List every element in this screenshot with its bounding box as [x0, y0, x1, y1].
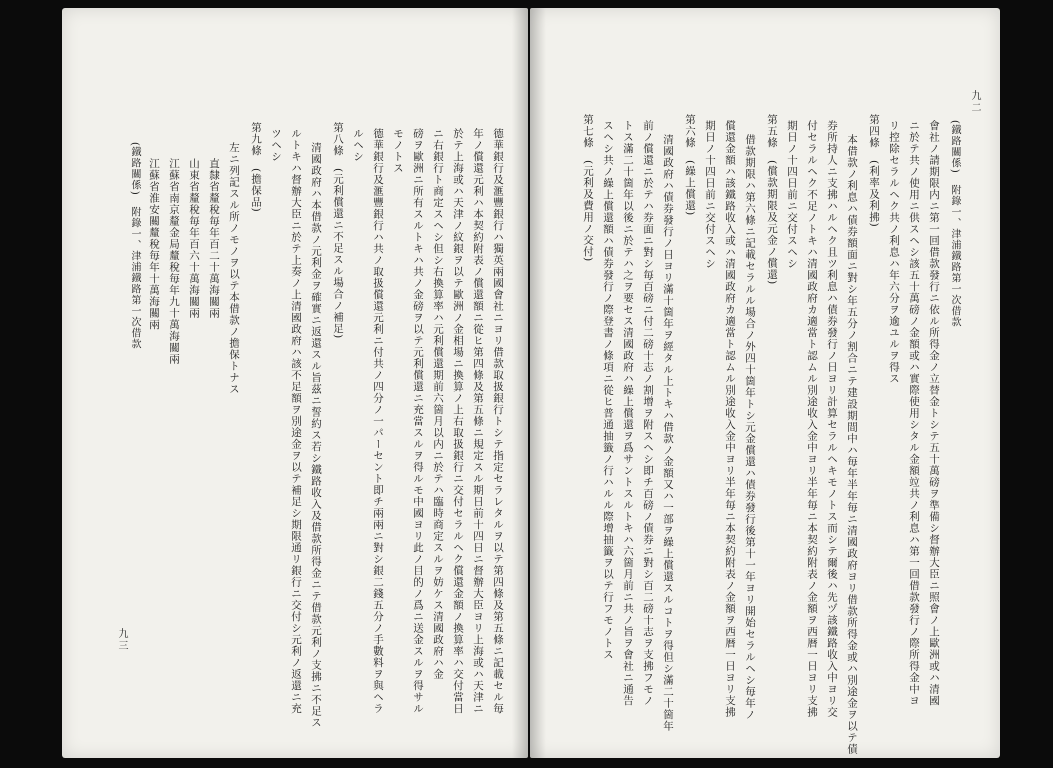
article-heading: 第六條 (繰上償還)	[684, 114, 696, 217]
text-line: 本借款ノ利息ハ債券額面ニ對シ年五分ノ割合ニテ建設期間中ハ毎年半年毎ニ清國政府ヨリ借款所得金或ハ別途金ヲ以テ債	[846, 134, 858, 755]
text-line: 償還金額ハ該鐵路收入或ハ清國政府カ適當ト認ムル別途收入金中ヨリ半年毎ニ本契約附表ノ金額ヲ西暦一日ヨリ支拂	[724, 120, 736, 718]
text-line: モノトス	[392, 128, 404, 174]
text-line: トス滿二十箇年以後ニ於テハ之ヲ要セス清國政府ハ繰上償還ヲ爲サントスルトキハ六箇月前ニ共ノ旨ヲ會社ニ通告	[622, 120, 634, 707]
list-item: 直隸省釐稅毎年百二十萬海關兩	[208, 158, 220, 319]
text-line: 年ノ償還元利ハ本契約附表ノ償還額ニ從ヒ第四條及第五條ニ規定スル期日前十四日ニ督辦大臣ヨリ上海或ハ天津ニ	[472, 128, 484, 715]
text-line: 付セラルヘク不足ノトキハ清國政府カ適當ト認ムル別途收入金中ヨリ半年毎ニ本契約附表ノ金額ヲ西暦一日ヨリ支拂	[806, 120, 818, 718]
running-footer: (鐵路關係) 附錄一、津浦鐵路第一次借款	[129, 142, 140, 350]
article-heading: 第七條 (元利及費用ノ交付)	[582, 114, 594, 263]
text-line: 期日ノ十四日前ニ交付スヘシ	[786, 120, 798, 270]
list-item: 江蘇省淮安關釐稅毎年十萬海關兩	[148, 158, 160, 331]
text-line: 清國政府ハ本借款ノ元利金ヲ確實ニ返還スル旨茲ニ誓約ス若シ鐵路收入及借款所得金ニテ借款元利ノ支拂ニ不足ス	[310, 142, 322, 729]
text-line: 德華銀行及滙豐銀行ハ獨英兩國會社ニヨリ借款取扱銀行トシテ指定セラレタルヲ以テ第四條及第五條ニ記載セル毎	[492, 128, 504, 715]
right-page-text	[544, 8, 962, 758]
text-line: 左ニ列記スル所ノモノヲ以テ本借款ノ擔保トナス	[228, 142, 240, 395]
text-line: ルトキハ督辦大臣ニ於テ上奏ノ上清國政府ハ該不足額ヲ別途金ヲ以テ補足シ期限通リ銀行ニ交付シ元利ノ返還ニ充	[290, 128, 302, 715]
left-page-text	[86, 8, 506, 758]
text-line: 券所持人ニ支拂ハルヘク且ツ利息ハ債券發行ノ日ヨリ計算セラルヘキモノトス而シテ爾後ハ先ヅ該鐵路收入中ヨリ交	[826, 120, 838, 718]
text-line: 會社ノ請期限内ニ第一回借款發行ニ依ル所得金ノ立替金トシテ五十萬磅ヲ準備シ督辦大臣ニ照會ノ上歐洲或ハ清國	[928, 120, 940, 707]
text-line: 德華銀行及滙豐銀行ハ共ノ取扱償還元利ニ付共ノ四分ノ一パーセント即チ兩兩ニ對シ銀二錢五分ノ手數料ヲ與ヘラ	[372, 128, 384, 715]
text-line: ツヘシ	[270, 128, 282, 163]
text-line: 前ノ償還ニ於テハ券面ニ對シ毎百磅ニ付二磅十志ノ割增ヲ附スヘシ即チ百磅ノ債券ニ對シ百二磅十志ヲ支拂フモノ	[642, 120, 654, 707]
page-number: 九二	[969, 90, 980, 114]
article-heading: 第九條 (擔保品)	[250, 122, 262, 213]
article-heading: 第五條 (償款期限及元金ノ償還)	[766, 114, 778, 286]
text-line: 清國政府ハ債券發行ノ日ヨリ滿十箇年ヲ經タル上トキハ借款ノ金額又ハ一部ヲ繰上償還スルコトヲ得但シ滿二十箇年	[662, 134, 674, 732]
page-number: 九三	[116, 628, 127, 652]
text-line: ルヘシ	[352, 128, 364, 163]
article-heading: 第四條 (利率及利拂)	[868, 114, 880, 228]
right-page	[530, 8, 1000, 758]
running-header: (鐵路關係) 附錄一、津浦鐵路第一次借款	[949, 120, 960, 328]
left-page	[62, 8, 528, 758]
text-line: ニ右銀行ト商定スヘシ但シ右換算率ハ元利償還期前六箇月以内ニ於テハ臨時商定スルヲ妨ケス清國政府ハ金	[432, 128, 444, 680]
text-line: 期日ノ十四日前ニ交付スヘシ	[704, 120, 716, 270]
list-item: 山東省釐稅毎年百六十萬海關兩	[188, 158, 200, 319]
text-line: リ控除セラルヘク共ノ利息ハ年六分ヲ逾ユルヲ得ス	[888, 120, 900, 385]
text-line: ニ於テ共ノ使用ニ供スヘシ該五十萬磅ノ金額或ハ實際使用シタル金額竝共ノ利息ハ第一回借款發行ノ際所得金中ヨ	[908, 120, 920, 707]
text-line: 借款期限ハ第六條ニ記載セラルル場合ノ外四十箇年トシ元金償還ハ債券發行後第十一年ヨリ開始セラルヘシ毎年ノ	[744, 134, 756, 721]
article-heading: 第八條 (元利償還ニ不足スル場合ノ補足)	[332, 122, 344, 340]
gutter-shadow	[512, 8, 528, 758]
text-line: 於テ上海或ハ天津ノ紋銀ヲ以テ歐洲ノ金相場ニ換算ノ上右取扱銀行ニ交付セラルヘク償還金額ノ換算率ハ交付當日	[452, 128, 464, 715]
text-line: 磅ヲ歐洲ニ所有スルトキハ共ノ金磅ヲ以テ元利償還ニ充當スルヲ得ルモ中國ヨリ此ノ目的ノ爲ニ送金スルヲ得サル	[412, 128, 424, 715]
text-line: スヘシ共ノ繰上償還額ハ債券發行ノ際登書ノ條項ニ從ヒ普通抽籤ノ行ハルル際增抽籤ヲ以テ行フモノトス	[602, 120, 614, 661]
list-item: 江蘇省南京釐金局釐稅毎年九十萬海關兩	[168, 158, 180, 365]
